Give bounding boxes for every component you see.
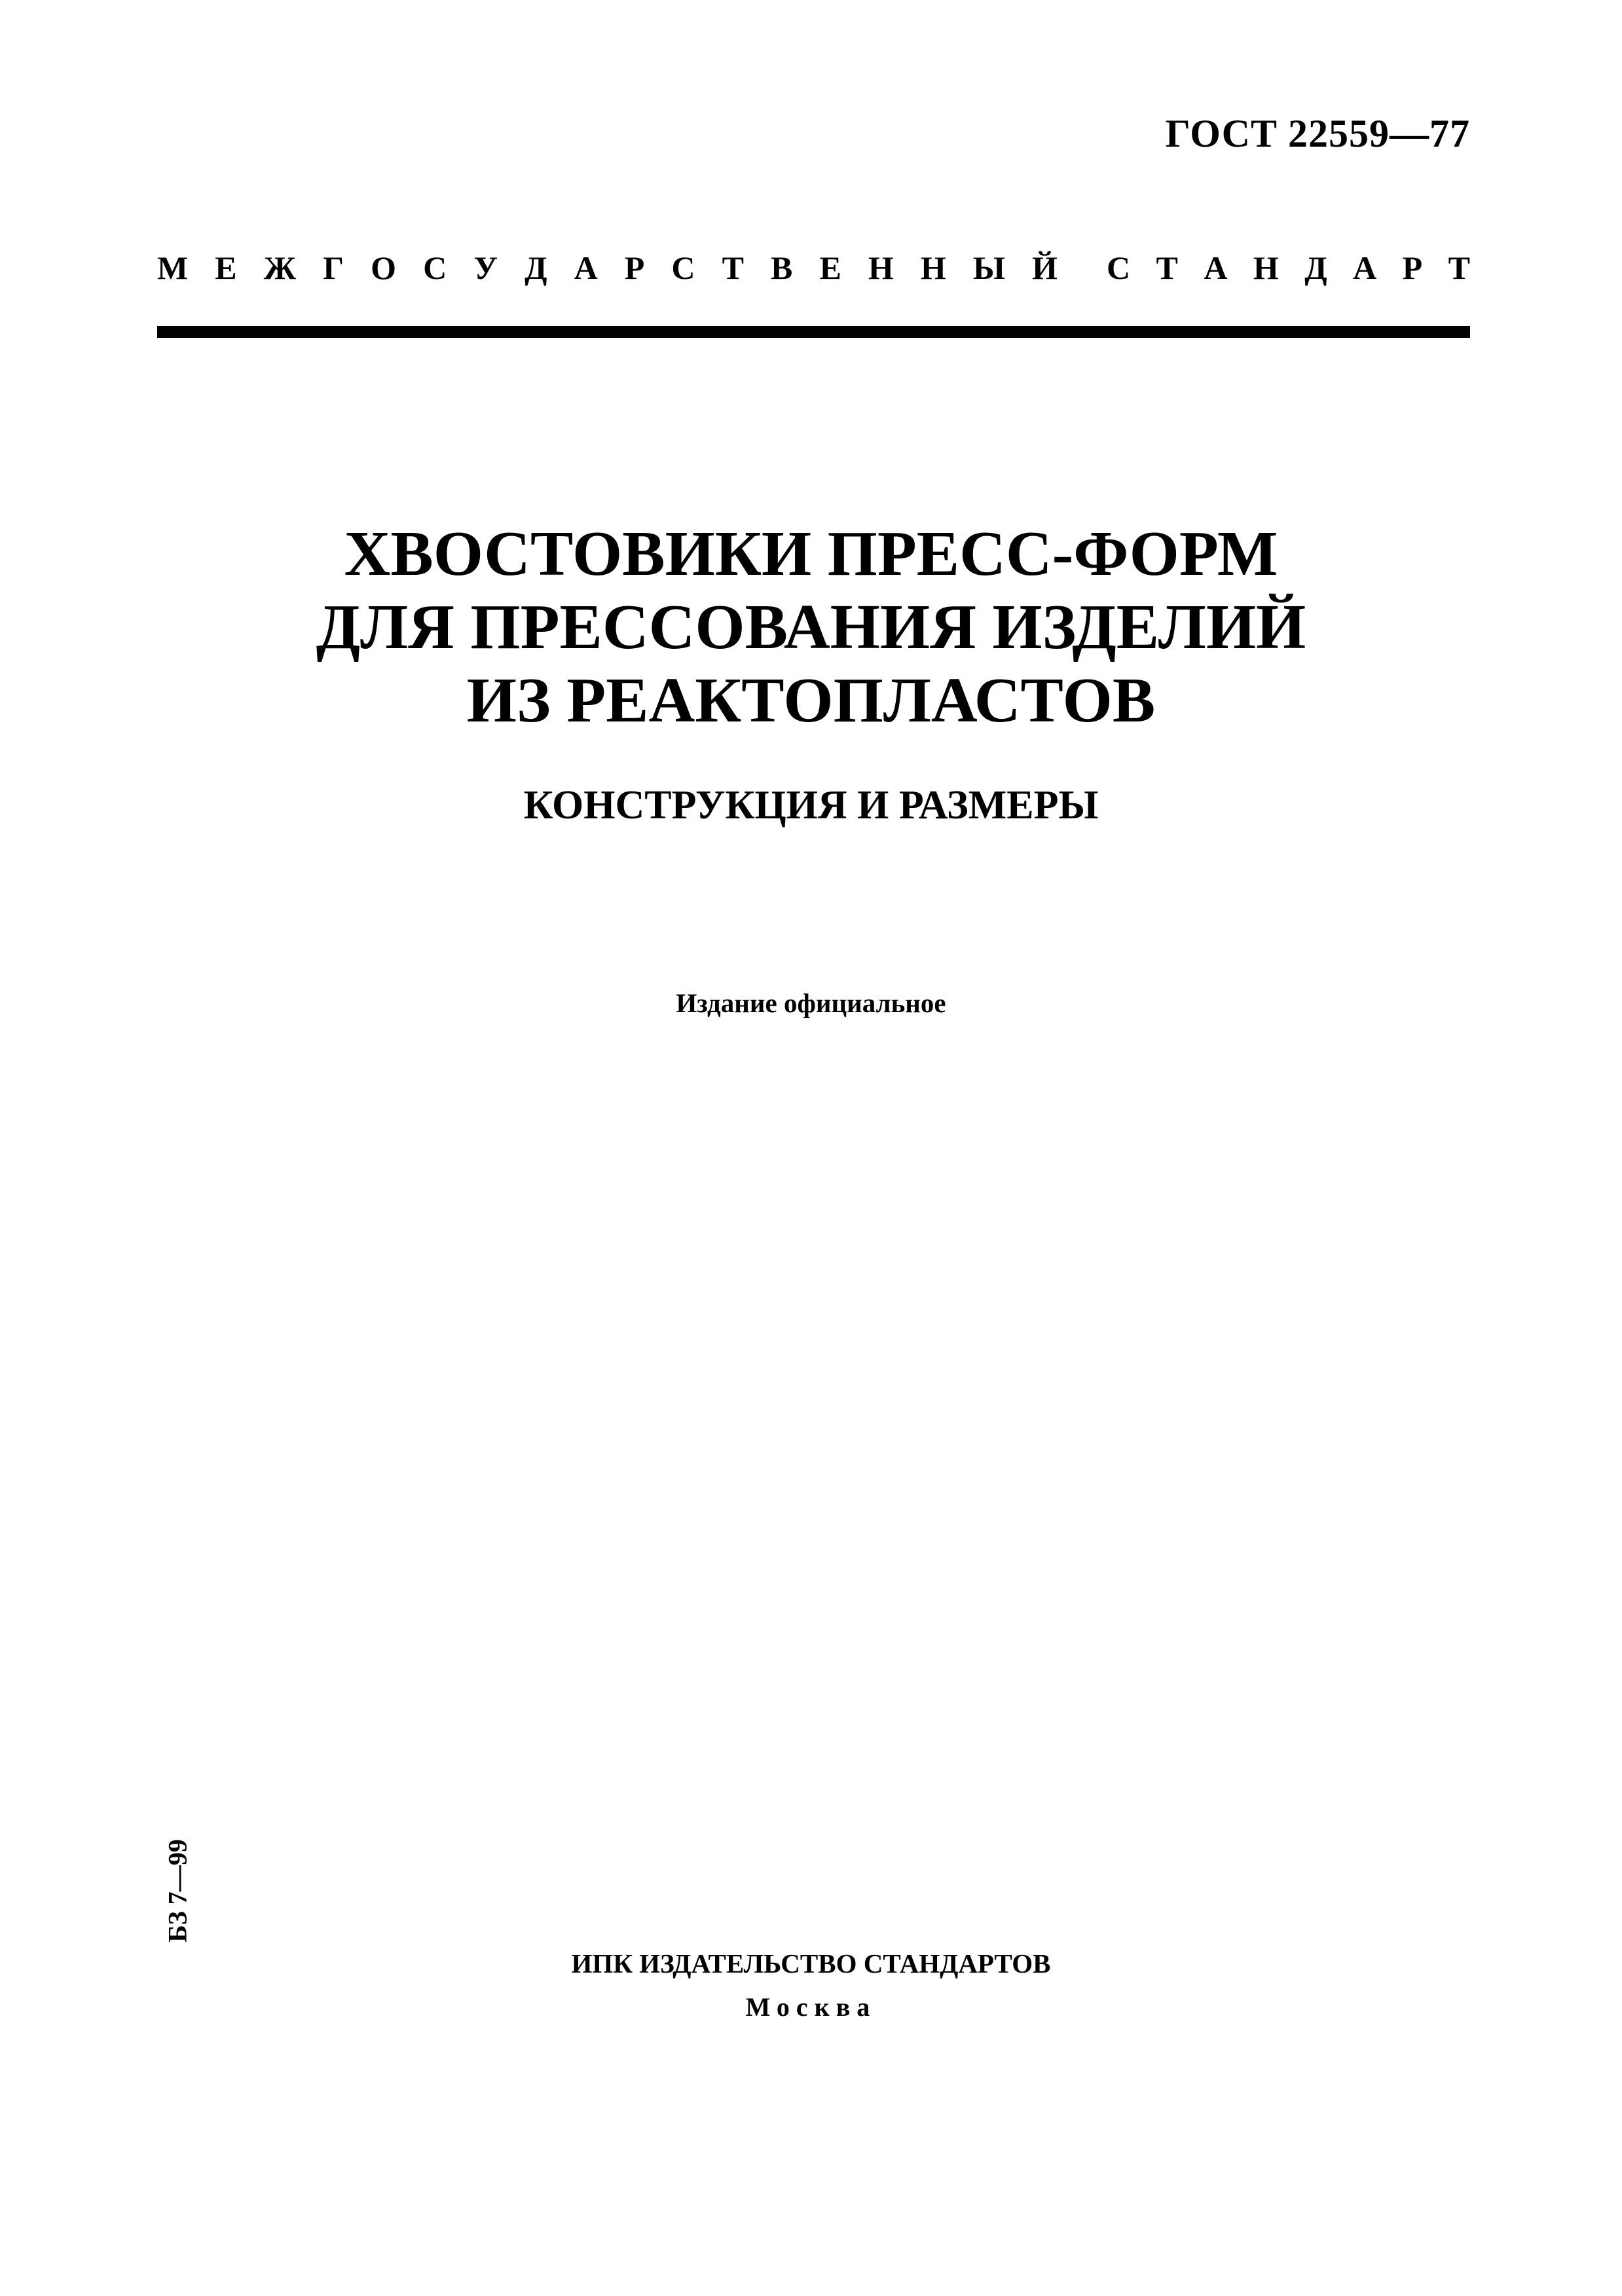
publisher-name: ИПК ИЗДАТЕЛЬСТВО СТАНДАРТОВ xyxy=(571,1948,1051,1978)
heading-letter: О xyxy=(371,249,397,286)
title-line: ИЗ РЕАКТОПЛАСТОВ xyxy=(466,665,1156,736)
edition-note: Издание официальное xyxy=(676,988,946,1018)
heading-letter: Й xyxy=(1032,249,1058,286)
side-code xyxy=(161,1838,194,1943)
heading-letter: В xyxy=(771,249,793,286)
heading-letter: Г xyxy=(323,249,344,286)
title-line: ДЛЯ ПРЕССОВАНИЯ ИЗДЕЛИЙ xyxy=(316,592,1306,663)
heading-letter: Р xyxy=(1402,249,1423,286)
standard-number: ГОСТ 22559—77 xyxy=(1165,112,1470,155)
heading-letter: Е xyxy=(819,249,841,286)
document-title xyxy=(0,517,1622,737)
title-line: ХВОСТОВИКИ ПРЕСС-ФОРМ xyxy=(344,519,1278,589)
publisher-city: Москва xyxy=(745,1992,877,2022)
interstate-standard-heading xyxy=(157,249,1470,287)
heading-letter: Ы xyxy=(972,249,1005,286)
header-divider xyxy=(157,326,1470,338)
heading-letter: Т xyxy=(722,249,744,286)
heading-letter: Д xyxy=(1304,249,1327,286)
document-subtitle: КОНСТРУКЦИЯ И РАЗМЕРЫ xyxy=(523,783,1099,828)
heading-letter: С xyxy=(423,249,447,286)
heading-letter: У xyxy=(473,249,498,286)
heading-letter: Н xyxy=(1253,249,1279,286)
heading-letter: Ж xyxy=(263,249,297,286)
heading-letter: М xyxy=(157,249,189,286)
heading-letter: Е xyxy=(215,249,237,286)
heading-letter: Т xyxy=(1156,249,1178,286)
interstate-word xyxy=(157,249,1058,287)
standard-word xyxy=(1107,249,1470,287)
side-code-text: БЗ 7—99 xyxy=(162,1839,193,1942)
heading-letter: Н xyxy=(920,249,946,286)
heading-letter: Н xyxy=(868,249,894,286)
heading-letter: Т xyxy=(1448,249,1470,286)
heading-letter: С xyxy=(671,249,695,286)
heading-letter: А xyxy=(1353,249,1377,286)
heading-letter: Р xyxy=(624,249,645,286)
heading-letter: А xyxy=(574,249,598,286)
heading-letter: А xyxy=(1204,249,1228,286)
heading-letter: С xyxy=(1107,249,1131,286)
heading-letter: Д xyxy=(525,249,547,286)
